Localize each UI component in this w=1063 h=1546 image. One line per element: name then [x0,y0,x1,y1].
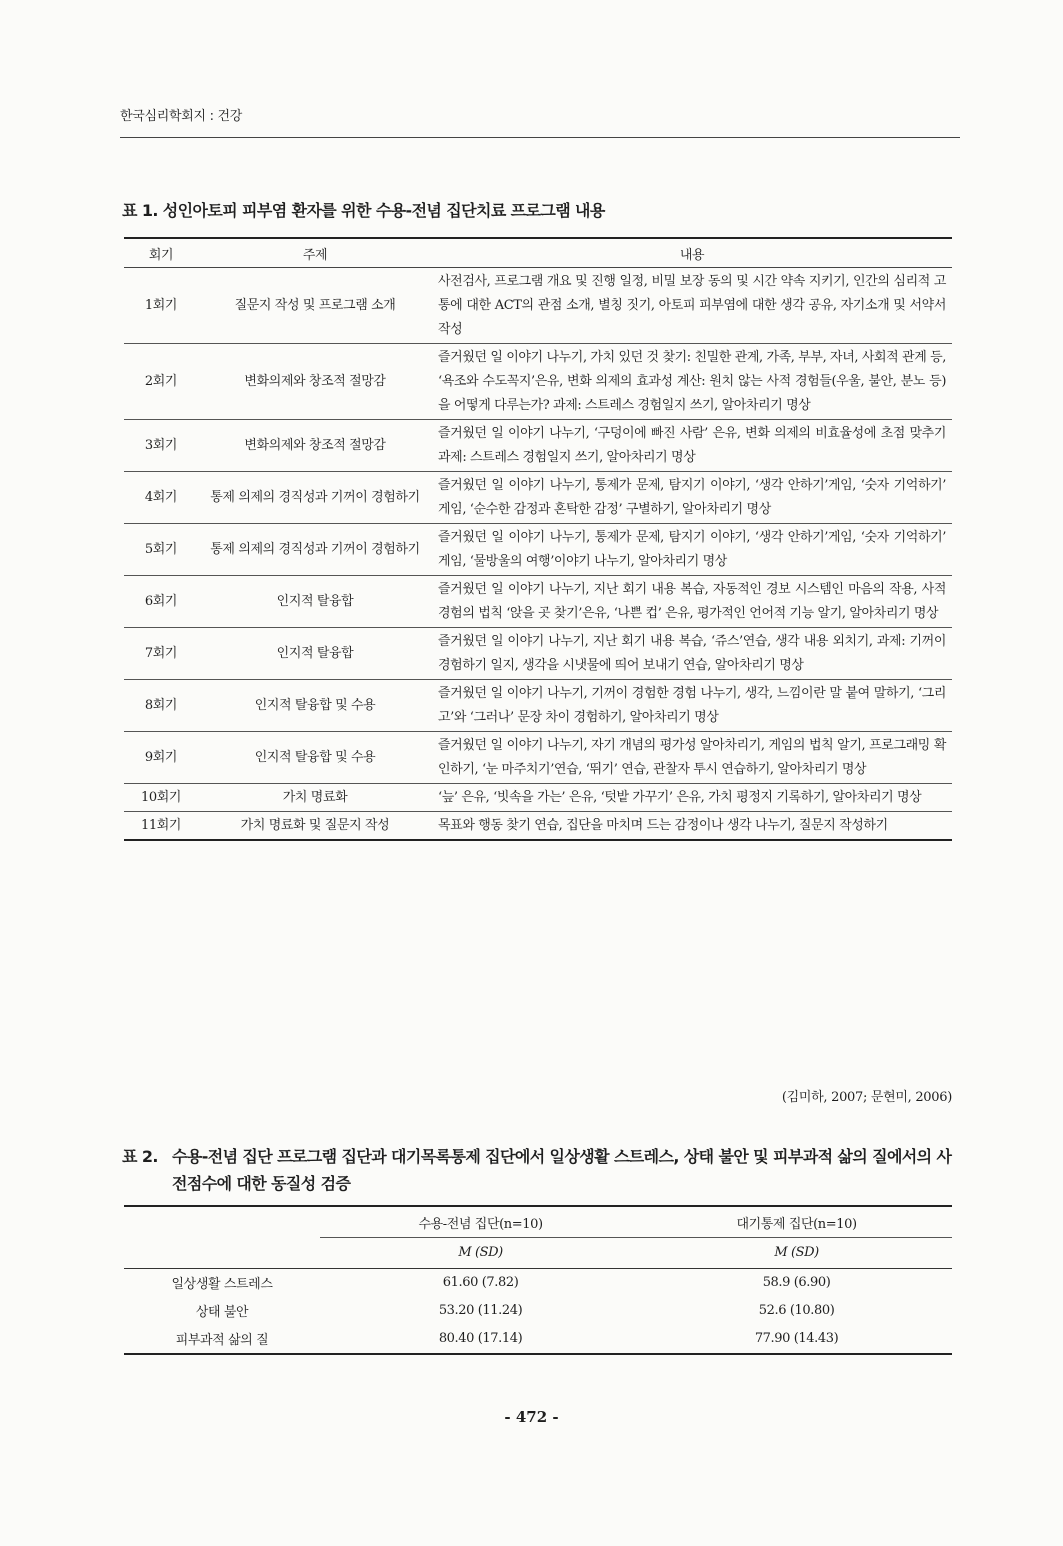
table-row [124,524,952,576]
content-cell: 즐거웠던 일 이야기 나누기, ‘구덩이에 빠진 사람’ 은유, 변화 의제의 비효율성에 초점 맞추기 과제: 스트레스 경험일지 쓰기, 알아차리기 명상 [432,420,952,472]
table2-group-row [124,1206,952,1238]
table-row [124,344,952,420]
topic-cell: 가치 명료화 [198,784,432,812]
col-header-content: 내용 [432,238,952,268]
table1-caption: 표 1. 성인아토피 피부염 환자를 위한 수용-전념 집단치료 프로그램 내용 [122,201,605,220]
table-row [124,268,952,344]
topic-cell: 통제 의제의 경직성과 기꺼이 경험하기 [198,524,432,576]
topic-cell: 가치 명료화 및 질문지 작성 [198,812,432,841]
table2-caption [122,1143,962,1197]
session-cell: 9회기 [124,732,198,784]
content-cell: 즐거웠던 일 이야기 나누기, 지난 회기 내용 복습, 자동적인 경보 시스템인 마음의 작용, 사적 경험의 법칙 ‘앉을 곳 찾기’은유, ‘나쁜 컵’ 은유, 평가적인 언어적 기능 알기, 알아차리기 명상 [432,576,952,628]
control-value-cell: 58.9 (6.90) [762,1275,831,1290]
topic-cell: 질문지 작성 및 프로그램 소개 [234,297,396,313]
content-cell: 즐거웠던 일 이야기 나누기, 자기 개념의 평가성 알아차리기, 게임의 법칙 알기, 프로그래밍 확인하기, ‘눈 마주치기’연습, ‘뛰기’ 연습, 관찰자 투시 연습하기, 알아차리기 명상 [432,732,952,784]
table1 [124,237,952,841]
act-value-cell: 80.40 (17.14) [438,1331,523,1346]
table-row [124,628,952,680]
table-row [124,732,952,784]
header-rule [120,137,960,138]
table2-caption-number: 표 2. [122,1147,158,1166]
session-cell: 5회기 [124,524,198,576]
table-row [124,576,952,628]
table-row [124,1297,952,1325]
session-cell: 7회기 [124,628,198,680]
control-value-cell: 52.6 (10.80) [758,1303,835,1318]
group-header-act: 수용-전념 집단(n=10) [320,1206,641,1238]
content-cell: 즐거웠던 일 이야기 나누기, 통제가 문제, 탐지기 이야기, ‘생각 안하기’게임, ‘숫자 기억하기’ 게임, ‘물방울의 여행’이야기 나누기, 알아차리기 명상 [432,524,952,576]
session-cell: 4회기 [124,472,198,524]
topic-cell: 인지적 탈융합 및 수용 [198,732,432,784]
variable-cell: 상태 불안 [195,1305,249,1320]
table-row [124,680,952,732]
table2-stat-row [124,1238,952,1269]
empty-header-cell [124,1238,320,1269]
table2 [124,1205,952,1355]
content-cell: 목표와 행동 찾기 연습, 집단을 마치며 드는 감정이나 생각 나누기, 질문지 작성하기 [432,812,952,841]
table2-caption-text: 수용-전념 집단 프로그램 집단과 대기목록통제 집단에서 일상생활 스트레스, 상태 불안 및 피부과적 삶의 질에서의 사전점수에 대한 동질성 검증 [172,1147,952,1193]
stat-label-act: M (SD) [320,1238,641,1269]
topic-cell: 변화의제와 창조적 절망감 [198,420,432,472]
empty-header-cell [124,1206,320,1238]
table-row [124,812,952,841]
topic-cell: 변화의제와 창조적 절망감 [198,344,432,420]
content-cell: 즐거웠던 일 이야기 나누기, 통제가 문제, 탐지기 이야기, ‘생각 안하기’게임, ‘숫자 기억하기’ 게임, ‘순수한 감정과 혼탁한 감정’ 구별하기, 알아차리기 명상 [432,472,952,524]
journal-title: 한국심리학회지 : 건강 [120,109,243,124]
topic-cell: 인지적 탈융합 [198,576,432,628]
page-number: - 472 - [504,1408,559,1426]
table-row [124,420,952,472]
session-cell: 8회기 [124,680,198,732]
session-cell: 6회기 [124,576,198,628]
act-value-cell: 61.60 (7.82) [442,1275,519,1290]
variable-cell: 피부과적 삶의 질 [175,1333,269,1348]
variable-cell: 일상생활 스트레스 [171,1277,273,1292]
content-cell: 즐거웠던 일 이야기 나누기, 지난 회기 내용 복습, ‘쥬스’연습, 생각 내용 외치기, 과제: 기꺼이 경험하기 일지, 생각을 시냇물에 띄어 보내기 연습, 알아차리기 명상 [432,628,952,680]
content-cell: 즐거웠던 일 이야기 나누기, 가치 있던 것 찾기: 친밀한 관계, 가족, 부부, 자녀, 사회적 관계 등, ‘욕조와 수도꼭지’은유, 변화 의제의 효과성 계산: 원치 않는 사적 경험들(우울, 불안, 분노 등)을 어떻게 다루는가? 과제: 스트레스 경험일지 쓰기, 알아차리기 명상 [432,344,952,420]
session-cell: 11회기 [124,812,198,841]
table1-header-row [124,238,952,268]
col-header-session: 회기 [124,238,198,268]
content-cell: 즐거웠던 일 이야기 나누기, 기꺼이 경험한 경험 나누기, 생각, 느낌이란 말 붙여 말하기, ‘그리고’와 ‘그러나’ 문장 차이 경험하기, 알아차리기 명상 [432,680,952,732]
topic-cell: 인지적 탈융합 및 수용 [198,680,432,732]
session-cell: 10회기 [124,784,198,812]
topic-cell: 인지적 탈융합 [198,628,432,680]
session-cell: 2회기 [124,344,198,420]
group-header-control: 대기통제 집단(n=10) [641,1206,952,1238]
col-header-topic: 주제 [198,238,432,268]
act-value-cell: 53.20 (11.24) [438,1303,523,1318]
table-row [124,1325,952,1354]
session-cell: 3회기 [124,420,198,472]
table-row [124,1268,952,1297]
table-row [124,472,952,524]
topic-cell: 통제 의제의 경직성과 기꺼이 경험하기 [198,472,432,524]
stat-label-control: M (SD) [641,1238,952,1269]
table-row [124,784,952,812]
control-value-cell: 77.90 (14.43) [754,1331,839,1346]
session-cell: 1회기 [144,298,178,313]
table1-source: (김미하, 2007; 문현미, 2006) [781,1090,952,1105]
content-cell: 사전검사, 프로그램 개요 및 진행 일정, 비밀 보장 동의 및 시간 약속 지키기, 인간의 심리적 고통에 대한 ACT의 관점 소개, 별칭 짓기, 아토피 피부염에 대한 생각 공유, 자기소개 및 서약서 작성 [438,274,946,337]
content-cell: ‘늪’ 은유, ‘빗속을 가는’ 은유, ‘텃밭 가꾸기’ 은유, 가치 평정지 기록하기, 알아차리기 명상 [432,784,952,812]
